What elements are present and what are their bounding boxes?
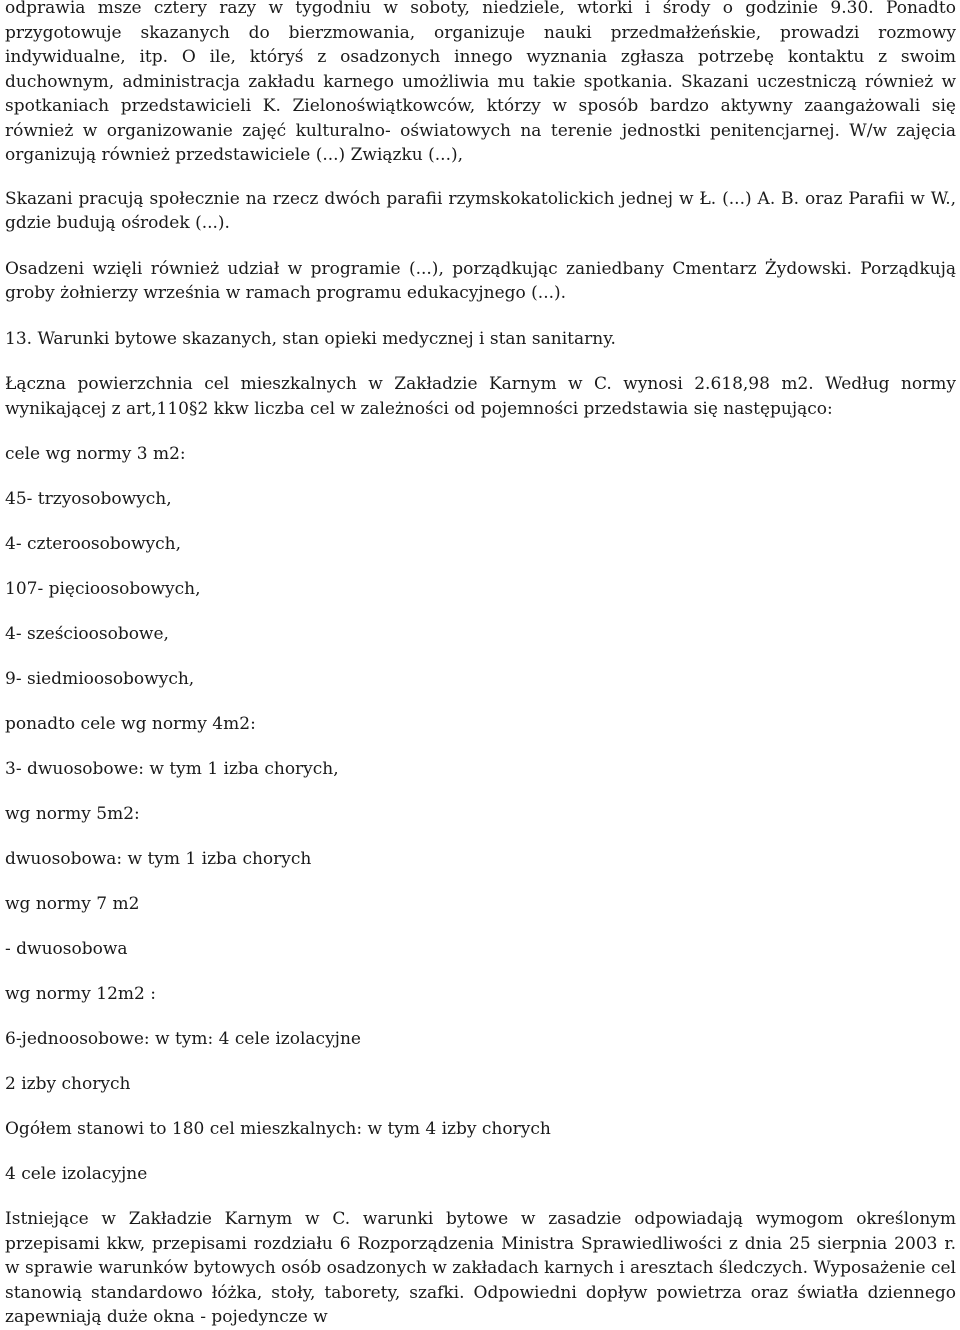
list-item: wg normy 12m2 :	[5, 983, 156, 1004]
paragraph-living-conditions: Istniejące w Zakładzie Karnym w C. warunki bytowe w zasadzie odpowiadają wymogom określonym przepisami kkw, przepisami rozdziału 6 Rozporządzenia Ministra Sprawiedliwości z dnia 25 sierpnia 2003 r. w sprawie warunków bytowych osób osadzonych w zakładach karnych i aresztach śledczych. Wyposażenie cel stanowią standardowo łóżka, stoły, taborety, szafki. Odpowiedni dopływ powietrza oraz światła dziennego zapewniają duże okna - pojedyncze w	[5, 1209, 956, 1327]
list-item: 2 izby chorych	[5, 1073, 131, 1094]
list-item: 45- trzyosobowych,	[5, 488, 172, 509]
list-item: 4- czteroosobowych,	[5, 533, 182, 554]
cell-list	[5, 442, 956, 1187]
list-item: dwuosobowa: w tym 1 izba chorych	[5, 848, 312, 869]
list-item: 6-jednoosobowe: w tym: 4 cele izolacyjne	[5, 1028, 361, 1049]
paragraph-cemetery-program: Osadzeni wzięli również udział w programie (...), porządkując zaniedbany Cmentarz Żydowski. Porządkują groby żołnierzy września w ramach programu edukacyjnego (...).	[5, 258, 956, 303]
paragraph-pastoral-care: odprawia msze cztery razy w tygodniu w soboty, niedziele, wtorki i środy o godzinie 9.30. Ponadto przygotowuje skazanych do bierzmowania, organizuje nauki przedmałżeńskie, prowadzi rozmowy indywidualne, itp. O ile, któryś z osadzonych innego wyznania zgłasza potrzebę kontaktu z swoim duchownym, administracja zakładu karnego umożliwia mu takie spotkania. Skazani uczestniczą również w spotkaniach przedstawicieli K. Zielonoświątkowców, którzy w sposób bardzo aktywny zaangażowali się również w organizowanie zajęć kulturalno- oświatowych na terenie jednostki penitencjarnej. W/w zajęcia organizują również przedstawiciele (...) Związku (...),	[5, 0, 956, 165]
section-heading: 13. Warunki bytowe skazanych, stan opieki medycznej i stan sanitarny.	[5, 328, 616, 349]
list-item: cele wg normy 3 m2:	[5, 443, 186, 464]
list-item: 107- pięcioosobowych,	[5, 578, 201, 599]
document-page	[5, 0, 956, 1330]
paragraph-cell-area: Łączna powierzchnia cel mieszkalnych w Zakładzie Karnym w C. wynosi 2.618,98 m2. Według normy wynikającej z art,110§2 kkw liczba cel w zależności od pojemności przedstawia się następująco:	[5, 374, 956, 419]
list-item: 4- sześcioosobowe,	[5, 623, 169, 644]
list-item: Ogółem stanowi to 180 cel mieszkalnych: w tym 4 izby chorych	[5, 1118, 551, 1139]
list-item: 4 cele izolacyjne	[5, 1163, 148, 1184]
list-item: - dwuosobowa	[5, 938, 128, 959]
list-item: 9- siedmioosobowych,	[5, 668, 195, 689]
list-item: ponadto cele wg normy 4m2:	[5, 713, 256, 734]
list-item: 3- dwuosobowe: w tym 1 izba chorych,	[5, 758, 339, 779]
list-item: wg normy 7 m2	[5, 893, 140, 914]
list-item: wg normy 5m2:	[5, 803, 140, 824]
paragraph-community-work: Skazani pracują społecznie na rzecz dwóch parafii rzymskokatolickich jednej w Ł. (...) A. B. oraz Parafii w W., gdzie budują ośrodek (...).	[5, 188, 956, 233]
